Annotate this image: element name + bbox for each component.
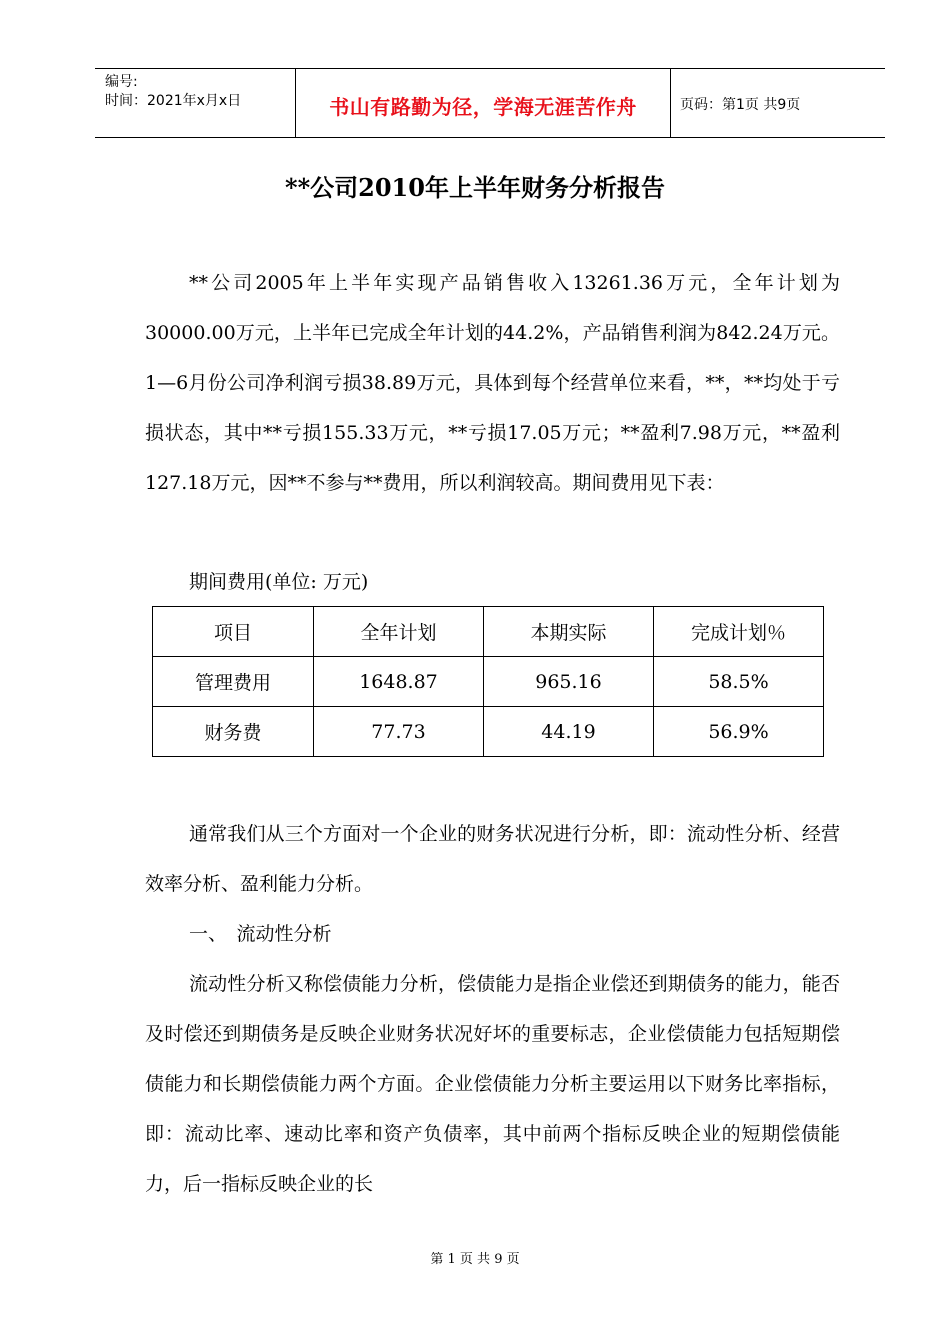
analysis-paragraph: 通常我们从三个方面对一个企业的财务状况进行分析，即：流动性分析、经营效率分析、盈利能力分析。 [145, 823, 840, 895]
table-cell: 财务费 [153, 707, 314, 757]
table-cell: 1648.87 [314, 657, 484, 707]
document-header [95, 68, 885, 138]
motto: 书山有路勤为径，学海无涯苦作舟 [329, 95, 637, 119]
table-row [153, 707, 824, 757]
section-heading: 一、 流动性分析 [189, 923, 332, 945]
header-motto-cell [295, 69, 671, 137]
date-label: 时间：2021年x月x日 [105, 93, 242, 109]
table-cell: 56.9% [654, 707, 824, 757]
table-caption: 期间费用(单位: 万元) [189, 571, 369, 593]
table-cell: 58.5% [654, 657, 824, 707]
table-cell: 77.73 [314, 707, 484, 757]
header-cell: 项目 [153, 607, 314, 657]
table-header-row [153, 607, 824, 657]
liquidity-paragraph: 流动性分析又称偿债能力分析，偿债能力是指企业偿还到期债务的能力，能否及时偿还到期债务是反映企业财务状况好坏的重要标志，企业偿债能力包括短期偿债能力和长期偿债能力两个方面。企业偿债能力分析主要运用以下财务比率指标，即：流动比率、速动比率和资产负债率，其中前两个指标反映企业的短期偿债能力，后一指标反映企业的长 [145, 973, 840, 1195]
header-cell: 完成计划％ [654, 607, 824, 657]
intro-paragraph: **公司2005年上半年实现产品销售收入13261.36万元，全年计划为30000.00万元，上半年已完成全年计划的44.2%，产品销售利润为842.24万元。1—6月份公司净利润亏损38.89万元，具体到每个经营单位来看，**，**均处于亏损状态，其中**亏损155.33万元，**亏损17.05万元；**盈利7.98万元，**盈利127.18万元，因**不参与**费用，所以利润较高。期间费用见下表： [145, 272, 840, 494]
report-title: **公司2010年上半年财务分析报告 [285, 173, 665, 202]
table-cell: 管理费用 [153, 657, 314, 707]
serial-label: 编号: [105, 74, 138, 90]
header-cell: 全年计划 [314, 607, 484, 657]
table-cell: 965.16 [484, 657, 654, 707]
page-footer: 第 1 页 共 9 页 [430, 1252, 520, 1267]
header-meta-cell [95, 69, 295, 137]
table-cell: 44.19 [484, 707, 654, 757]
header-cell: 本期实际 [484, 607, 654, 657]
page-info: 页码：第1页 共9页 [680, 97, 801, 113]
table-row [153, 657, 824, 707]
expense-table [152, 606, 824, 757]
header-page-cell [670, 69, 885, 137]
